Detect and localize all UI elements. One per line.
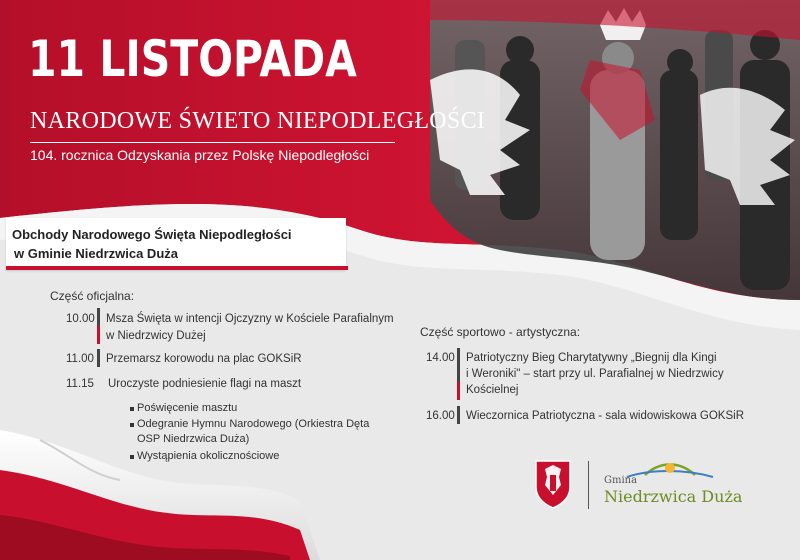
page-subtitle: NARODOWE ŚWIETO NIEPODLEGŁOŚCI (30, 108, 486, 134)
time-divider (457, 348, 460, 382)
official-bullet-2-line1: Odegranie Hymnu Narodowego (Orkiestra Dęta (137, 418, 370, 430)
official-time-1: 10.00 (66, 313, 95, 325)
sport-item-1-line3: Kościelnej (466, 384, 519, 396)
municipality-logo (530, 455, 743, 515)
sport-item-1-line1: Patriotyczny Bieg Charytatywny „Biegnij dla Kingi (466, 352, 717, 364)
bullet-icon (130, 423, 134, 427)
sport-item-1-line2: i Weroniki" – start przy ul. Parafialnej w Niedrzwicy (466, 368, 724, 380)
anniversary-text: 104. rocznica Odzyskania przez Polskę Niepodległości (30, 147, 370, 163)
time-divider (97, 349, 100, 367)
bullet-icon (130, 455, 134, 459)
official-heading: Część oficjalna: (50, 289, 135, 303)
official-bullet-2-line2: OSP Niedrzwica Duża) (137, 433, 250, 445)
sport-heading: Część sportowo - artystyczna: (420, 325, 581, 339)
official-item-1-text-line1: Msza Święta w intencji Ojczyzny w Kościele Parafialnym (106, 313, 394, 325)
title-divider (30, 142, 395, 143)
sport-time-2: 16.00 (426, 410, 455, 422)
page-title: 11 LISTOPADA (28, 30, 357, 88)
time-divider (457, 406, 460, 424)
official-item-3-text: Uroczyste podniesienie flagi na maszt (108, 378, 302, 390)
sport-item-2-text: Wieczornica Patriotyczna - sala widowiskowa GOKSiR (466, 410, 745, 422)
event-title-line2: w Gminie Niedrzwica Duża (14, 246, 178, 261)
official-time-2: 11.00 (66, 353, 94, 365)
logo-gmina-text: Gmina (604, 475, 638, 486)
event-title-underline (6, 266, 348, 270)
event-title-line1: Obchody Narodowego Święta Niepodległości (12, 227, 292, 242)
time-divider-accent (97, 326, 100, 344)
sun-landscape-icon (625, 457, 715, 479)
official-item-2-text: Przemarsz korowodu na plac GOKSiR (106, 353, 302, 365)
official-time-3: 11.15 (66, 378, 94, 390)
sport-time-1: 14.00 (426, 352, 455, 364)
time-divider-accent (457, 382, 460, 400)
event-title-box (6, 218, 346, 270)
official-bullet-3: Wystąpienia okolicznościowe (137, 450, 280, 462)
time-divider (97, 308, 100, 326)
bullet-icon (130, 407, 134, 411)
official-bullet-1: Poświęcenie masztu (137, 402, 238, 414)
logo-name-text: Niedrzwica Duża (604, 487, 743, 506)
official-item-1-text-line2: w Niedrzwicy Dużej (106, 330, 206, 342)
